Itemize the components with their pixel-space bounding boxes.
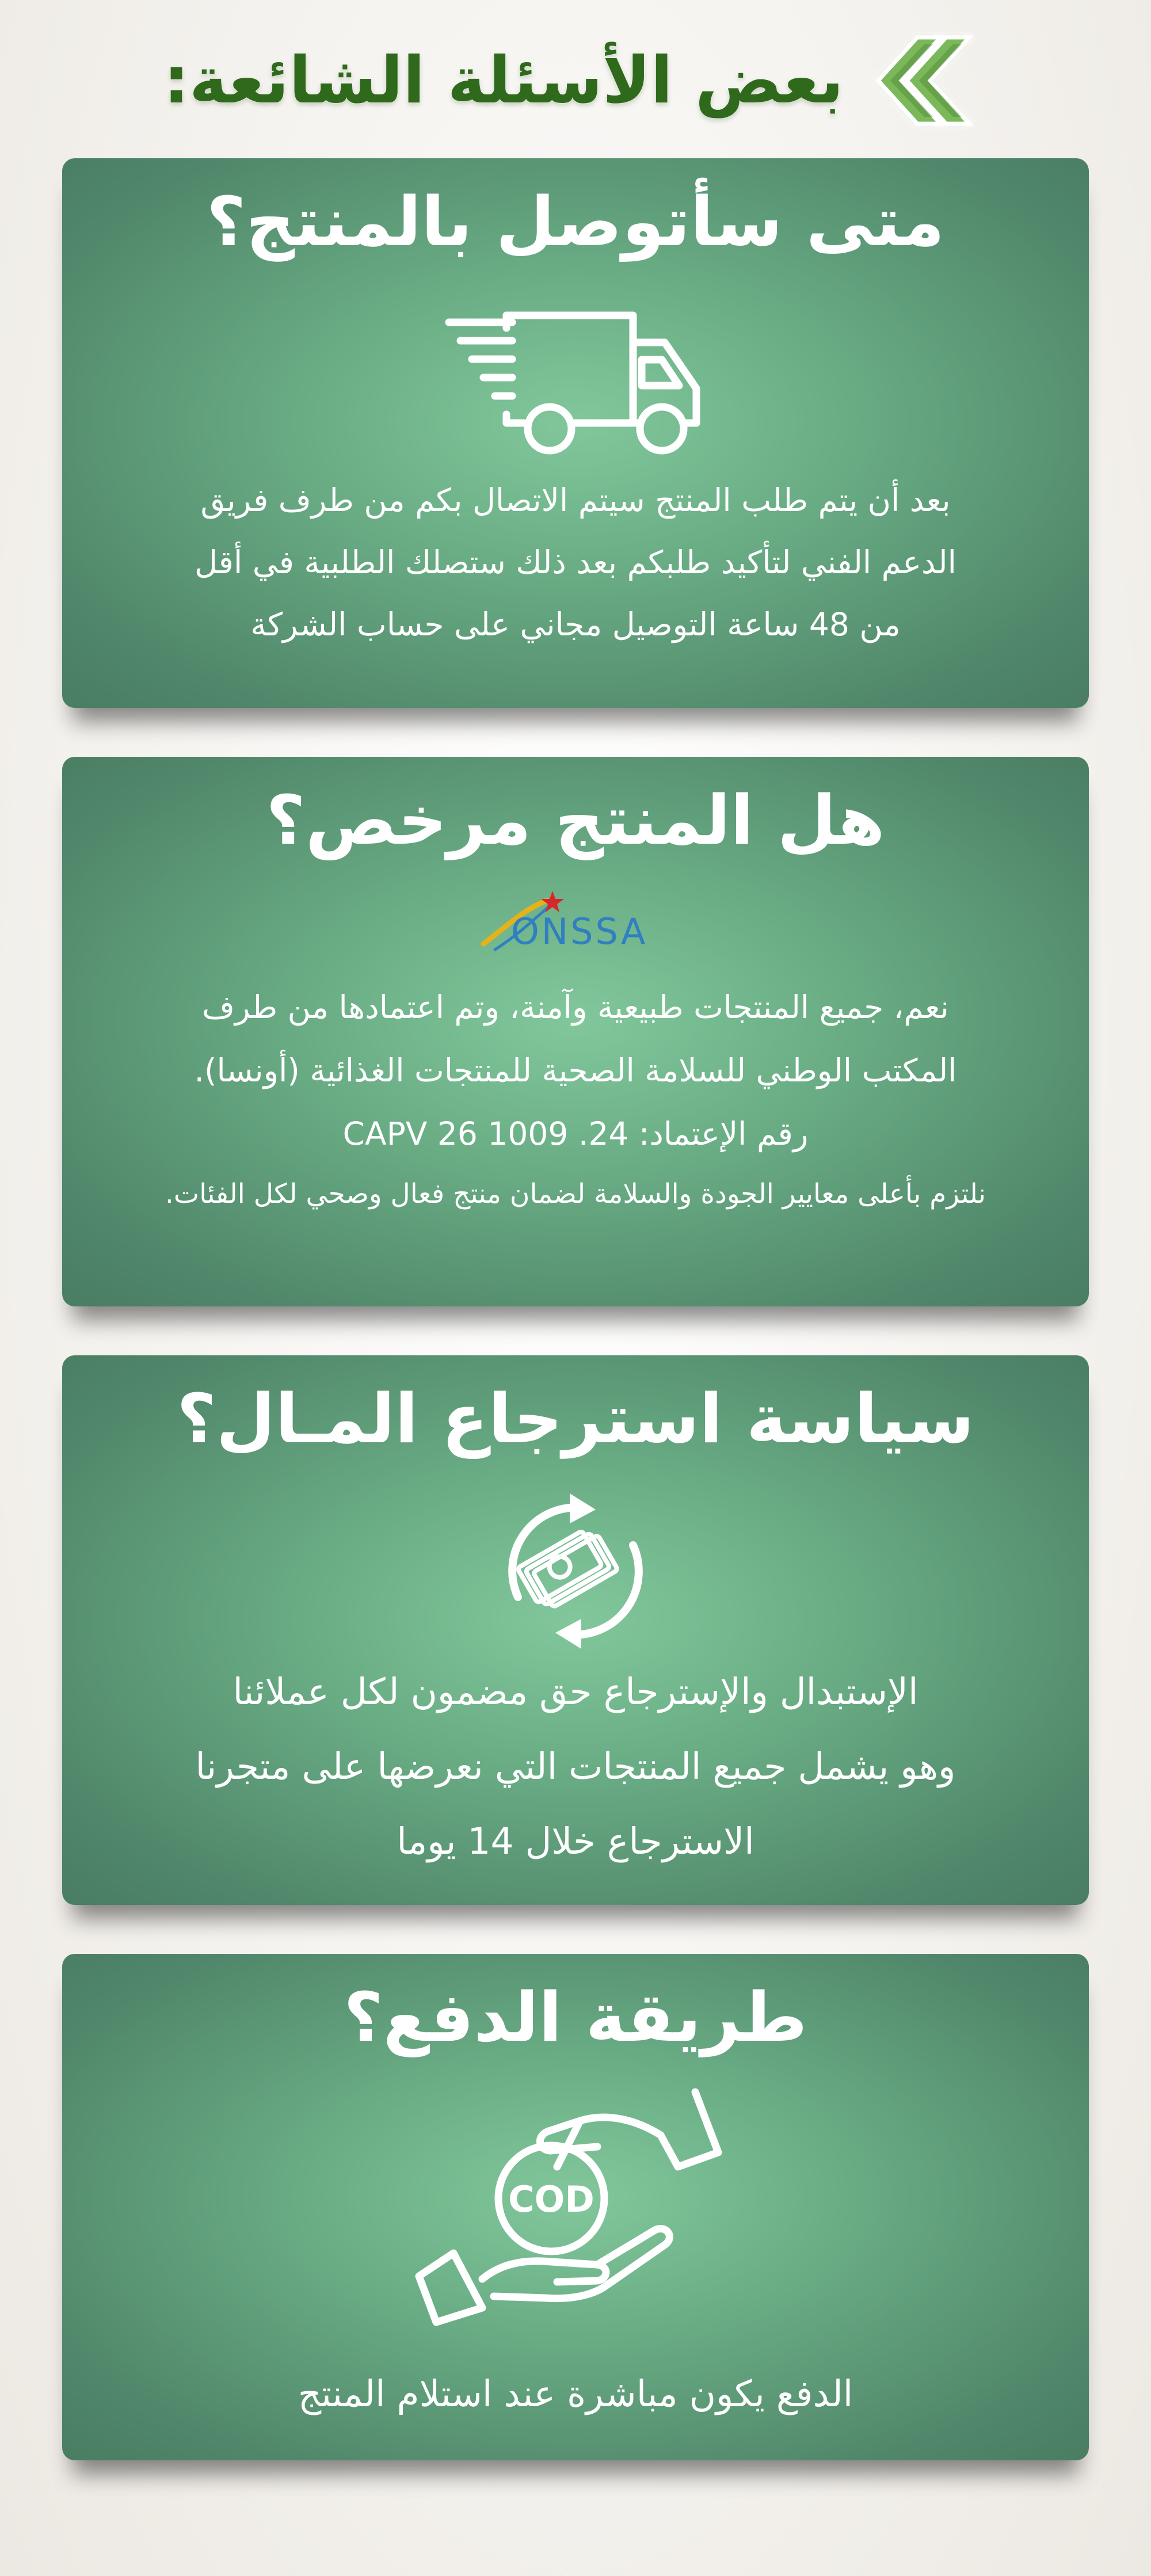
faq-card-license	[62, 757, 1089, 1306]
card-title: سياسة استرجاع المـال؟	[177, 1379, 974, 1458]
card-title: هل المنتج مرخص؟	[266, 780, 885, 860]
card-body	[85, 469, 1066, 656]
card-title: طريقة الدفع؟	[344, 1977, 807, 2057]
body-line: نلتزم بأعلى معايير الجودة والسلامة لضمان منتج فعال وصحي لكل الفئات.	[165, 1178, 986, 1210]
faq-card-refund	[62, 1355, 1089, 1905]
card-body	[85, 2365, 1066, 2423]
page-title: بعض الأسئلة الشائعة:	[163, 43, 844, 118]
double-chevron-left-icon	[872, 32, 988, 129]
body-line: الإستبدال والإسترجاع حق مضمون لكل عملائنا	[233, 1671, 918, 1713]
body-line: المكتب الوطني للسلامة الصحية للمنتجات الغذائية (أونسا).	[194, 1052, 957, 1089]
license-number: رقم الإعتماد: 24. 1009 26 CAPV	[342, 1115, 809, 1152]
body-line: الدعم الفني لتأكيد طلبكم بعد ذلك ستصلك الطلبية في أقل	[195, 544, 956, 581]
body-line: الدفع يكون مباشرة عند استلام المنتج	[298, 2373, 853, 2415]
card-body	[85, 1655, 1066, 1879]
money-refund-icon	[483, 1488, 668, 1655]
faq-card-delivery	[62, 158, 1089, 708]
card-title: متى سأتوصل بالمنتج؟	[206, 182, 945, 261]
body-line: من 48 ساعة التوصيل مجاني على حساب الشركة	[250, 606, 901, 643]
cash-on-delivery-icon	[407, 2080, 741, 2339]
body-line: الاسترجاع خلال 14 يوما	[397, 1820, 754, 1862]
faq-card-payment	[62, 1954, 1089, 2460]
card-body	[85, 975, 1066, 1223]
logo-text: ONSSA	[511, 910, 648, 952]
body-line: بعد أن يتم طلب المنتج سيتم الاتصال بكم من طرف فريق	[200, 482, 951, 519]
cod-badge: COD	[508, 2178, 594, 2220]
body-line: نعم، جميع المنتجات طبيعية وآمنة، وتم اعتمادها من طرف	[202, 989, 949, 1026]
header	[0, 26, 1151, 135]
body-line: وهو يشمل جميع المنتجات التي نعرضها على متجرنا	[195, 1746, 956, 1788]
onssa-logo	[472, 886, 679, 955]
delivery-truck-icon	[443, 305, 708, 458]
